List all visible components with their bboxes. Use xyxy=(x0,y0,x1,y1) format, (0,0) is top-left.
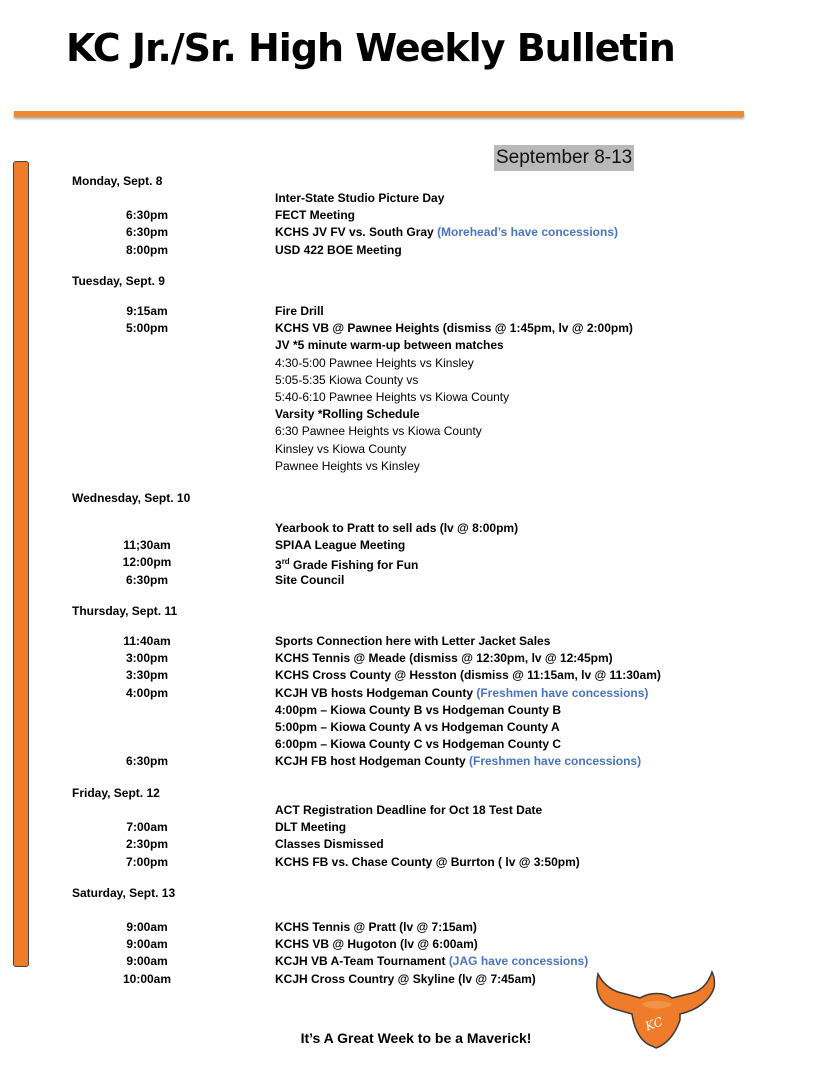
event-time: 7:00pm xyxy=(125,854,169,869)
event-text: 6:00pm – Kiowa County C vs Hodgeman County C xyxy=(275,737,562,752)
event-text: 5:40-6:10 Pawnee Heights vs Kiowa County xyxy=(275,390,510,404)
event-item xyxy=(275,554,418,573)
event-item xyxy=(275,207,355,223)
event-item xyxy=(275,753,641,769)
concessions-note: (Freshmen have concessions) xyxy=(476,685,649,700)
event-item xyxy=(275,458,420,474)
event-item xyxy=(275,633,550,649)
date-range-label: September 8-13 xyxy=(494,145,634,171)
concessions-note: (JAG have concessions) xyxy=(448,954,589,969)
event-item xyxy=(275,802,542,818)
day-heading: Wednesday, Sept. 10 xyxy=(72,491,191,505)
event-item xyxy=(275,303,324,319)
event-time: 11:40am xyxy=(123,634,171,648)
event-time: 4:00pm xyxy=(125,685,169,700)
event-time: 6:30pm xyxy=(125,754,169,769)
event-text: Sports Connection here with Letter Jacket Sales xyxy=(275,634,551,648)
event-item xyxy=(275,320,633,336)
event-item xyxy=(275,224,618,240)
event-item xyxy=(275,337,504,353)
event-text: KCHS VB @ Hugoton (lv @ 6:00am) xyxy=(275,937,478,952)
event-item xyxy=(275,836,384,852)
event-item xyxy=(275,389,509,405)
event-text: Yearbook to Pratt to sell ads (lv @ 8:00pm) xyxy=(275,521,519,535)
sidebar-accent-bar xyxy=(13,161,29,967)
event-item xyxy=(275,719,560,735)
event-time: 3:30pm xyxy=(125,668,169,683)
event-item xyxy=(275,702,561,718)
event-text: ACT Registration Deadline for Oct 18 Test Date xyxy=(275,803,543,817)
event-item xyxy=(275,971,536,987)
event-text: 6:30 Pawnee Heights vs Kiowa County xyxy=(275,424,482,439)
event-text: SPIAA League Meeting xyxy=(275,538,406,553)
event-time: 6:30pm xyxy=(125,225,169,240)
title-divider xyxy=(14,111,744,117)
event-time: 9:15am xyxy=(126,304,168,318)
event-text: Inter-State Studio Picture Day xyxy=(275,191,445,205)
event-text: KCJH FB host Hodgeman County xyxy=(275,754,466,769)
event-time: 6:30pm xyxy=(125,572,169,587)
event-item xyxy=(275,953,588,969)
event-item xyxy=(275,736,561,752)
day-heading: Tuesday, Sept. 9 xyxy=(72,274,165,288)
event-text: Kinsley vs Kiowa County xyxy=(275,441,407,456)
event-item xyxy=(275,441,406,457)
event-item xyxy=(275,650,613,666)
event-time: 2:30pm xyxy=(125,837,169,852)
event-time: 9:00am xyxy=(126,920,168,934)
day-heading: Monday, Sept. 8 xyxy=(72,174,163,188)
event-item xyxy=(275,936,478,952)
event-text: FECT Meeting xyxy=(275,208,355,223)
event-text: Site Council xyxy=(275,572,345,587)
event-item xyxy=(275,372,418,388)
event-text: KCHS Tennis @ Meade (dismiss @ 12:30pm, lv @ 12:45pm) xyxy=(275,651,613,666)
event-text: KCHS FB vs. Chase County @ Burrton ( lv @ 3:50pm) xyxy=(275,854,580,869)
event-time: 11;30am xyxy=(123,538,171,553)
day-heading: Friday, Sept. 12 xyxy=(72,786,160,800)
event-item xyxy=(275,685,648,701)
event-text: KCJH VB A-Team Tournament xyxy=(275,954,446,969)
event-text: Fire Drill xyxy=(275,304,324,318)
event-text: KCJH VB hosts Hodgeman County xyxy=(275,685,474,700)
event-item xyxy=(275,355,474,371)
event-time: 5:00pm xyxy=(125,321,169,336)
ordinal-suffix: rd xyxy=(281,557,290,567)
concessions-note: (Freshmen have concessions) xyxy=(469,754,642,769)
event-item xyxy=(275,190,444,206)
footer-tagline: It’s A Great Week to be a Maverick! xyxy=(300,1030,532,1046)
page-title: KC Jr./Sr. High Weekly Bulletin xyxy=(66,26,675,70)
event-item xyxy=(275,406,420,422)
longhorn-logo-icon xyxy=(594,970,720,1050)
event-time: 3:00pm xyxy=(125,651,169,666)
event-item xyxy=(275,919,477,935)
event-text: USD 422 BOE Meeting xyxy=(275,242,402,257)
day-heading: Thursday, Sept. 11 xyxy=(72,604,178,618)
logo-text: KC xyxy=(643,1014,665,1034)
event-time: 6:30pm xyxy=(125,208,169,223)
event-text: Varsity *Rolling Schedule xyxy=(275,407,420,422)
event-text: KCJH Cross Country @ Skyline (lv @ 7:45am) xyxy=(275,971,536,986)
event-text: 3 xyxy=(275,558,282,573)
event-text: 4:30-5:00 Pawnee Heights vs Kinsley xyxy=(275,355,474,370)
event-text: JV *5 minute warm-up between matches xyxy=(275,338,504,353)
event-item xyxy=(275,242,402,258)
day-heading: Saturday, Sept. 13 xyxy=(72,886,176,900)
event-item xyxy=(275,423,482,439)
event-item xyxy=(275,520,518,536)
event-item xyxy=(275,667,661,683)
event-text: DLT Meeting xyxy=(275,820,347,835)
event-text: 5:05-5:35 Kiowa County vs xyxy=(275,372,419,387)
concessions-note: (Morehead’s have concessions) xyxy=(437,225,619,240)
event-text: KCHS JV FV vs. South Gray xyxy=(275,225,434,240)
event-item xyxy=(275,854,580,870)
event-time: 8:00pm xyxy=(125,242,169,257)
event-time: 7:00am xyxy=(126,820,168,835)
event-text: KCHS Cross County @ Hesston (dismiss @ 11:15am, lv @ 11:30am) xyxy=(275,668,661,683)
event-time: 9:00am xyxy=(126,954,168,969)
event-time: 12:00pm xyxy=(122,555,172,570)
event-text: KCHS VB @ Pawnee Heights (dismiss @ 1:45pm, lv @ 2:00pm) xyxy=(275,321,633,336)
event-text: Pawnee Heights vs Kinsley xyxy=(275,458,420,473)
event-time: 9:00am xyxy=(126,937,168,952)
event-text: 4:00pm – Kiowa County B vs Hodgeman County B xyxy=(275,702,562,717)
event-item xyxy=(275,537,405,553)
event-text: KCHS Tennis @ Pratt (lv @ 7:15am) xyxy=(275,920,477,934)
event-text-continued: Grade Fishing for Fun xyxy=(289,558,419,573)
event-text: 5:00pm – Kiowa County A vs Hodgeman County A xyxy=(275,720,560,734)
event-text: Classes Dismissed xyxy=(275,837,384,852)
event-time: 10:00am xyxy=(122,971,172,986)
event-item xyxy=(275,572,344,588)
event-item xyxy=(275,819,346,835)
